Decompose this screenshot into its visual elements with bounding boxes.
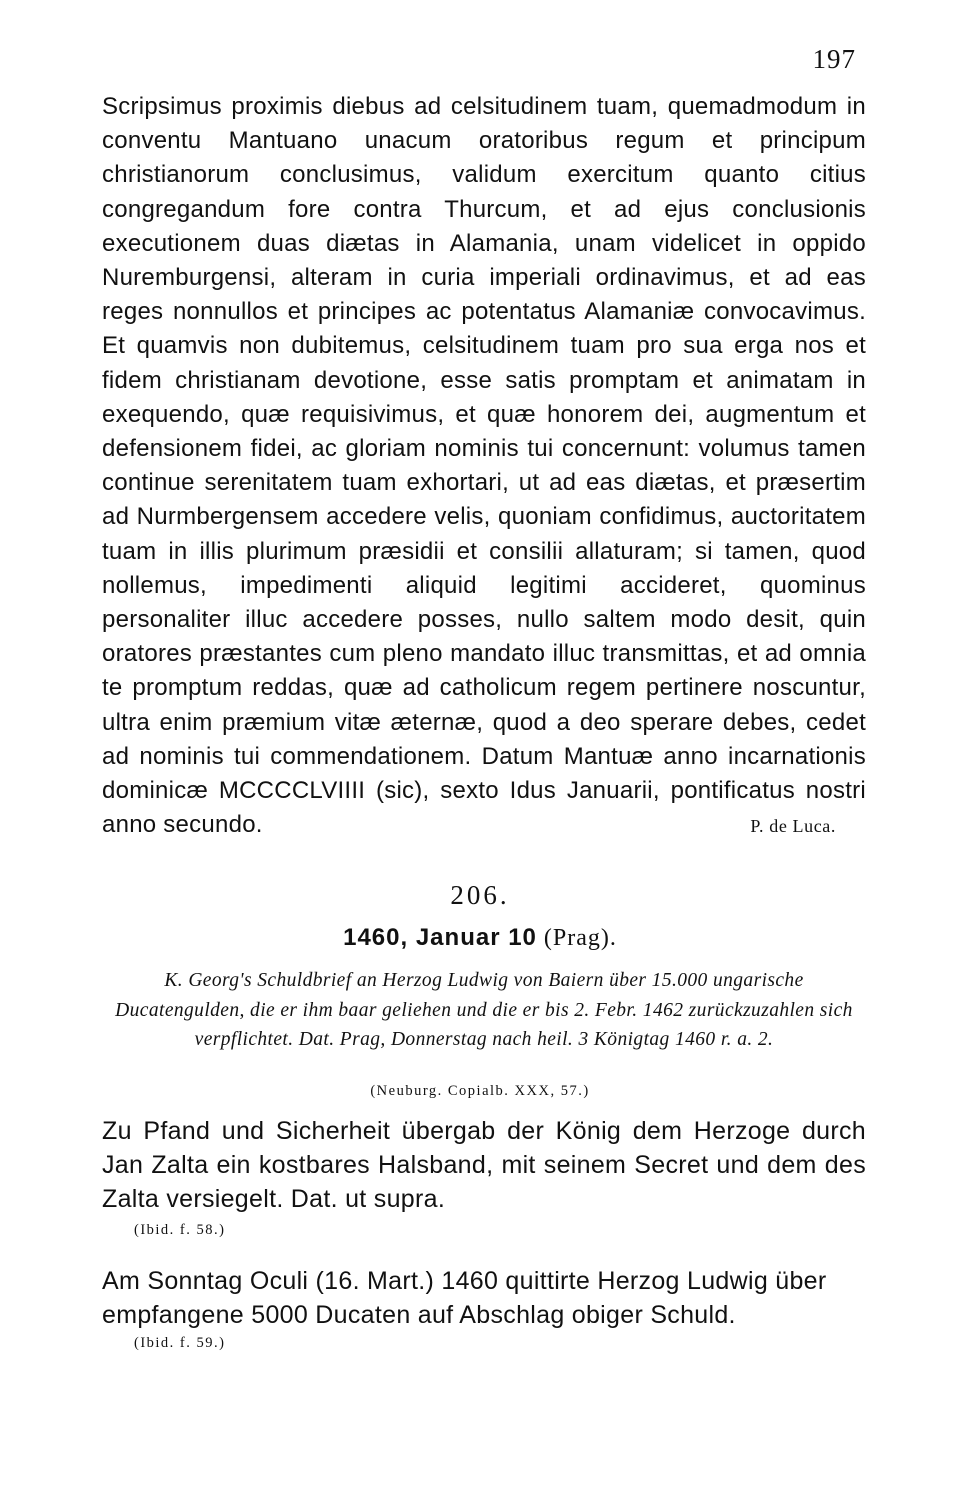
ibid-reference: (Ibid. f. 58.): [134, 1222, 226, 1238]
letter-text: Scripsimus proximis diebus ad celsitudinem tuam, quemadmodum in conventu Mantuano unacum oratoribus regum et principum christianorum conclusimus, validum exercitum quanto citius congregandum fore contra Thurcum, et ad ejus conclusionis executionem duas diætas in Alamania, unam videlicet in oppido Nuremburgensi, alteram in curia imperiali ordinavimus, et ad eas reges nonnullos et principes ac potentatus Alamaniæ convocavimus. Et quamvis non dubitemus, celsitudinem tuam pro sua erga nos et fidem christianam devotione, esse satis promptam et animatam in exequendo, quæ requisivimus, et quæ honorem dei, augmentum et defensionem fidei, ac gloriam nominis tui concernunt: volumus tamen continue serenitatem tuam exhortari, ut ad eas diætas, et præsertim ad Nurmbergensem accedere velis, quoniam confidimus, auctoritatem tuam in illis plurimum præsidii et consilii allaturam; si tamen, quod nollemus, impedimenti aliquid legitimi accideret, quominus personaliter illuc accedere posses, nullo saltem modo desit, quin oratores præstantes cum pleno mandato illuc transmittas, et ad omnia te promptum reddas, quæ ad catholicum regem pertinere noscuntur, ultra enim præmium vitæ æternæ, quod a deo sperare debes, cedet ad nominis tui commendationem. Datum Mantuæ anno incarnationis dominicæ MCCCCLVIIII (sic), sexto Idus Januarii, pontificatus nostri anno secundo.: [102, 93, 866, 839]
signature: P. de Luca.: [750, 816, 836, 836]
note-paragraph: Am Sonntag Oculi (16. Mart.) 1460 quittirte Herzog Ludwig über empfangene 5000 Ducaten auf Abschlag obiger Schuld.: [102, 1267, 827, 1329]
document-regest: K. Georg's Schuldbrief an Herzog Ludwig von Baiern über 15.000 ungarische Ducatengulden, die er ihm baar geliehen und die er bis 2. Febr. 1462 zurückzuzahlen sich verpflichtet. Dat. Prag, Donnerstag nach heil. 3 Königtag 1460 r. a. 2.: [115, 970, 853, 1050]
note-paragraph: Zu Pfand und Sicherheit übergab der König dem Herzoge durch Jan Zalta ein kostbares Halsband, mit seinem Secret und dem des Zalta versiegelt. Dat. ut supra.: [102, 1117, 866, 1213]
source-note: (Neuburg. Copialb. XXX, 57.): [370, 1083, 590, 1099]
document-number: 206.: [450, 880, 510, 910]
ibid-reference: (Ibid. f. 59.): [134, 1335, 226, 1351]
document-heading: [0, 924, 960, 952]
document-date: 1460, Januar 10: [343, 924, 537, 951]
document-place: (Prag).: [543, 925, 617, 951]
page-number: 197: [812, 44, 856, 74]
